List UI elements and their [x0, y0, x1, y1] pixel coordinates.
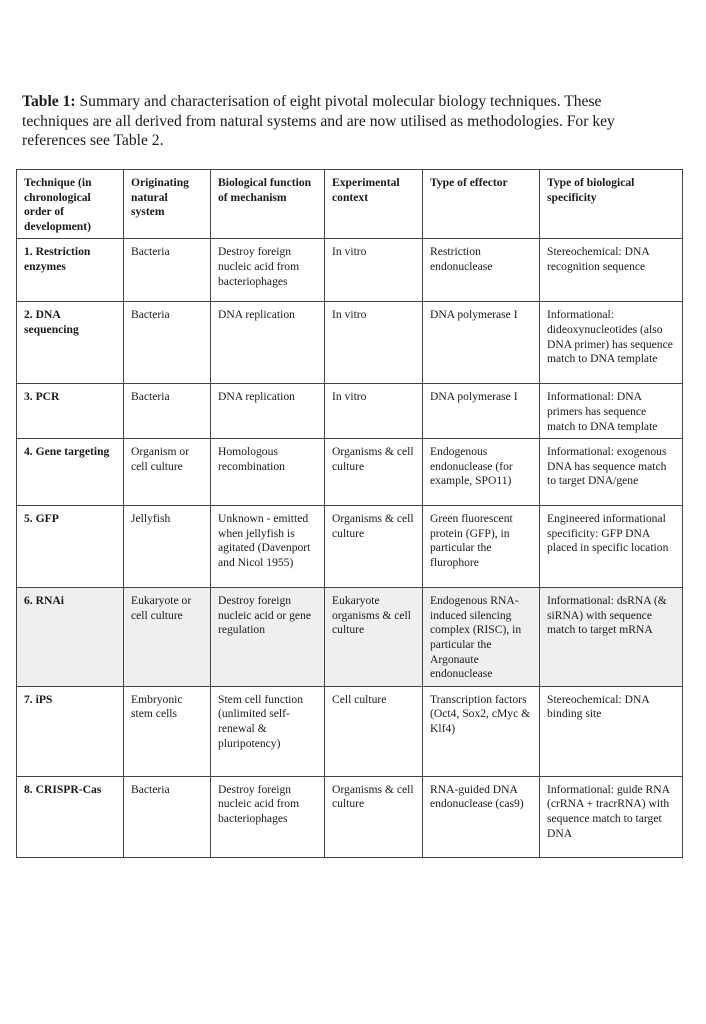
table-caption — [22, 92, 662, 151]
table-row — [17, 302, 683, 384]
cell-function: Homologous recombination — [211, 439, 325, 506]
header-experimental-context: Experimental context — [325, 170, 423, 239]
cell-function: Stem cell function (unlimited self-renewal & pluripotency) — [211, 686, 325, 776]
cell-system: Eukaryote or cell culture — [124, 588, 211, 687]
cell-effector: Endogenous endonuclease (for example, SPO11) — [423, 439, 540, 506]
table-row — [17, 506, 683, 588]
cell-effector: Restriction endonuclease — [423, 239, 540, 302]
cell-specificity: Stereochemical: DNA binding site — [540, 686, 683, 776]
cell-system: Jellyfish — [124, 506, 211, 588]
cell-context: Organisms & cell culture — [325, 776, 423, 857]
cell-specificity: Informational: DNA primers has sequence match to DNA template — [540, 384, 683, 439]
cell-specificity: Engineered informational specificity: GFP DNA placed in specific location — [540, 506, 683, 588]
cell-technique: 3. PCR — [17, 384, 124, 439]
table-row — [17, 439, 683, 506]
cell-context: Eukaryote organisms & cell culture — [325, 588, 423, 687]
cell-context: Organisms & cell culture — [325, 506, 423, 588]
cell-technique: 7. iPS — [17, 686, 124, 776]
cell-specificity: Stereochemical: DNA recognition sequence — [540, 239, 683, 302]
cell-technique: 4. Gene targeting — [17, 439, 124, 506]
table-row — [17, 686, 683, 776]
cell-system: Bacteria — [124, 302, 211, 384]
techniques-table — [16, 169, 683, 858]
cell-effector: Transcription factors (Oct4, Sox2, cMyc & Klf4) — [423, 686, 540, 776]
cell-context: Cell culture — [325, 686, 423, 776]
cell-technique: 8. CRISPR-Cas — [17, 776, 124, 857]
cell-effector: Green fluorescent protein (GFP), in particular the flurophore — [423, 506, 540, 588]
table-row — [17, 384, 683, 439]
cell-technique: 1. Restriction enzymes — [17, 239, 124, 302]
cell-effector: Endogenous RNA-induced silencing complex (RISC), in particular the Argonaute endonuclease — [423, 588, 540, 687]
header-biological-function: Biological function of mechanism — [211, 170, 325, 239]
cell-system: Bacteria — [124, 239, 211, 302]
cell-system: Bacteria — [124, 776, 211, 857]
caption-label: Table 1: — [22, 93, 76, 110]
cell-effector: RNA-guided DNA endonuclease (cas9) — [423, 776, 540, 857]
cell-system: Organism or cell culture — [124, 439, 211, 506]
cell-function: Destroy foreign nucleic acid from bacteriophages — [211, 776, 325, 857]
cell-technique: 5. GFP — [17, 506, 124, 588]
cell-technique: 6. RNAi — [17, 588, 124, 687]
cell-technique: 2. DNA sequencing — [17, 302, 124, 384]
cell-system: Bacteria — [124, 384, 211, 439]
cell-context: In vitro — [325, 239, 423, 302]
cell-function: DNA replication — [211, 384, 325, 439]
cell-effector: DNA polymerase I — [423, 302, 540, 384]
header-specificity: Type of biological specificity — [540, 170, 683, 239]
cell-function: Unknown - emitted when jellyfish is agitated (Davenport and Nicol 1955) — [211, 506, 325, 588]
cell-function: DNA replication — [211, 302, 325, 384]
cell-context: In vitro — [325, 384, 423, 439]
table-row — [17, 239, 683, 302]
cell-specificity: Informational: guide RNA (crRNA + tracrRNA) with sequence match to target DNA — [540, 776, 683, 857]
cell-effector: DNA polymerase I — [423, 384, 540, 439]
cell-function: Destroy foreign nucleic acid or gene regulation — [211, 588, 325, 687]
cell-context: In vitro — [325, 302, 423, 384]
table-row — [17, 776, 683, 857]
table-row — [17, 588, 683, 687]
cell-specificity: Informational: dideoxynucleotides (also DNA primer) has sequence match to DNA template — [540, 302, 683, 384]
header-natural-system: Originating natural system — [124, 170, 211, 239]
header-effector: Type of effector — [423, 170, 540, 239]
cell-context: Organisms & cell culture — [325, 439, 423, 506]
caption-text: Summary and characterisation of eight pivotal molecular biology techniques. These techniques are all derived from natural systems and are now utilised as methodologies. For key references see Table 2. — [22, 93, 615, 149]
table-header-row — [17, 170, 683, 239]
cell-function: Destroy foreign nucleic acid from bacteriophages — [211, 239, 325, 302]
cell-specificity: Informational: exogenous DNA has sequence match to target DNA/gene — [540, 439, 683, 506]
cell-system: Embryonic stem cells — [124, 686, 211, 776]
header-technique: Technique (in chronological order of development) — [17, 170, 124, 239]
cell-specificity: Informational: dsRNA (& siRNA) with sequence match to target mRNA — [540, 588, 683, 687]
